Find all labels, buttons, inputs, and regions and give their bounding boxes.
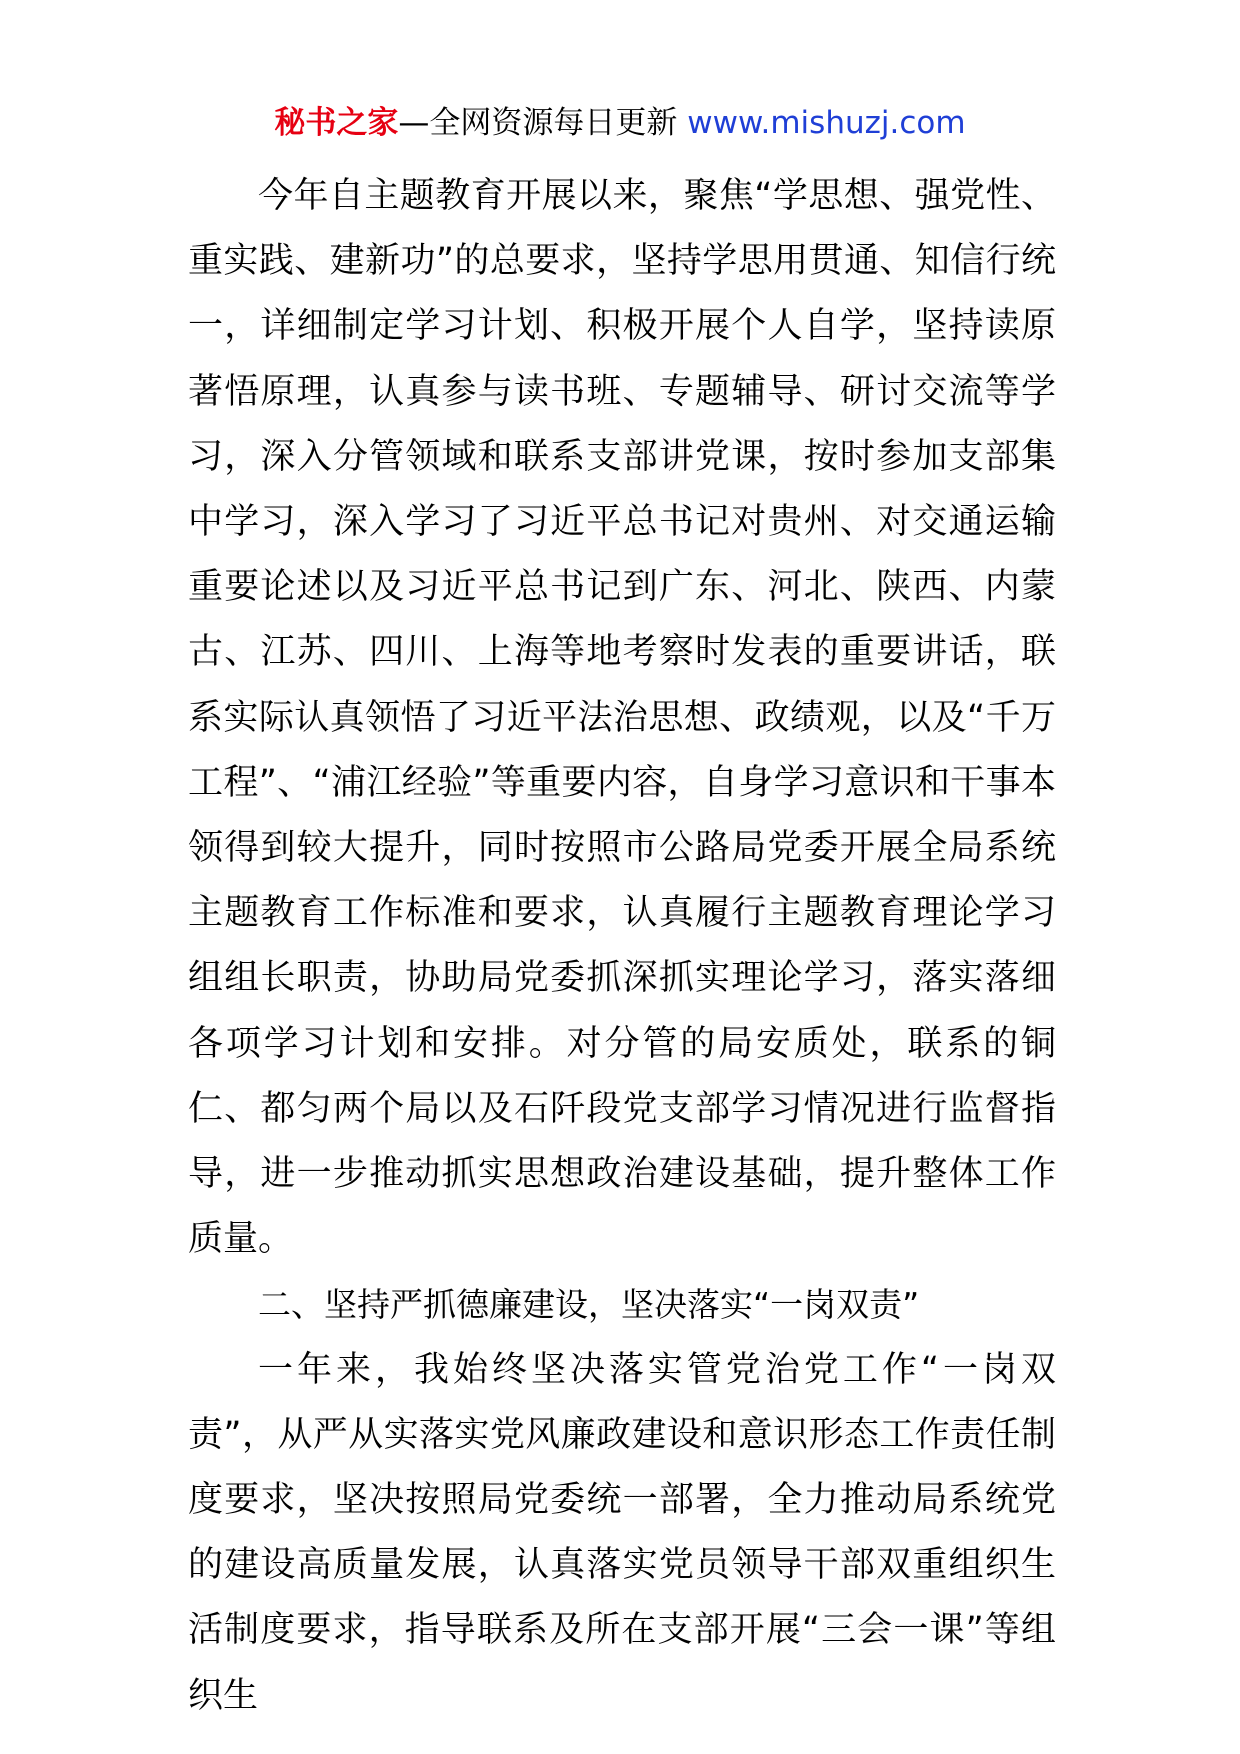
site-url-link[interactable]: www.mishuzj.com: [687, 105, 966, 141]
document-body: [188, 164, 1056, 1729]
paragraph-study: 今年自主题教育开展以来，聚焦“学思想、强党性、重实践、建新功”的总要求，坚持学思用贯通、知信行统一，详细制定学习计划、积极开展个人自学，坚持读原著悟原理，认真参与读书班、专题辅导、研讨交流等学习，深入分管领域和联系支部讲党课，按时参加支部集中学习，深入学习了习近平总书记对贵州、对交通运输重要论述以及习近平总书记到广东、河北、陕西、内蒙古、江苏、四川、上海等地考察时发表的重要讲话，联系实际认真领悟了习近平法治思想、政绩观，以及“千万工程”、“浦江经验”等重要内容，自身学习意识和干事本领得到较大提升，同时按照市公路局党委开展全局系统主题教育工作标准和要求，认真履行主题教育理论学习组组长职责，协助局党委抓深抓实理论学习，落实落细各项学习计划和安排。对分管的局安质处，联系的铜仁、都匀两个局以及石阡段党支部学习情况进行监督指导，进一步推动抓实思想政治建设基础，提升整体工作质量。: [188, 176, 1056, 1260]
paragraph-integrity: 一年来，我始终坚决落实管党治党工作“一岗双责”，从严从实落实党风廉政建设和意识形态工作责任制度要求，坚决按照局党委统一部署，全力推动局系统党的建设高质量发展，认真落实党员领导干部双重组织生活制度要求，指导联系及所在支部开展“三会一课”等组织生: [188, 1349, 1056, 1716]
brand-name: 秘书之家: [274, 105, 399, 141]
header-slogan: —全网资源每日更新: [398, 105, 678, 141]
section-heading-2: 二、坚持严抓德廉建设，坚决落实“一岗双责”: [258, 1285, 920, 1325]
page-header: [0, 101, 1240, 145]
